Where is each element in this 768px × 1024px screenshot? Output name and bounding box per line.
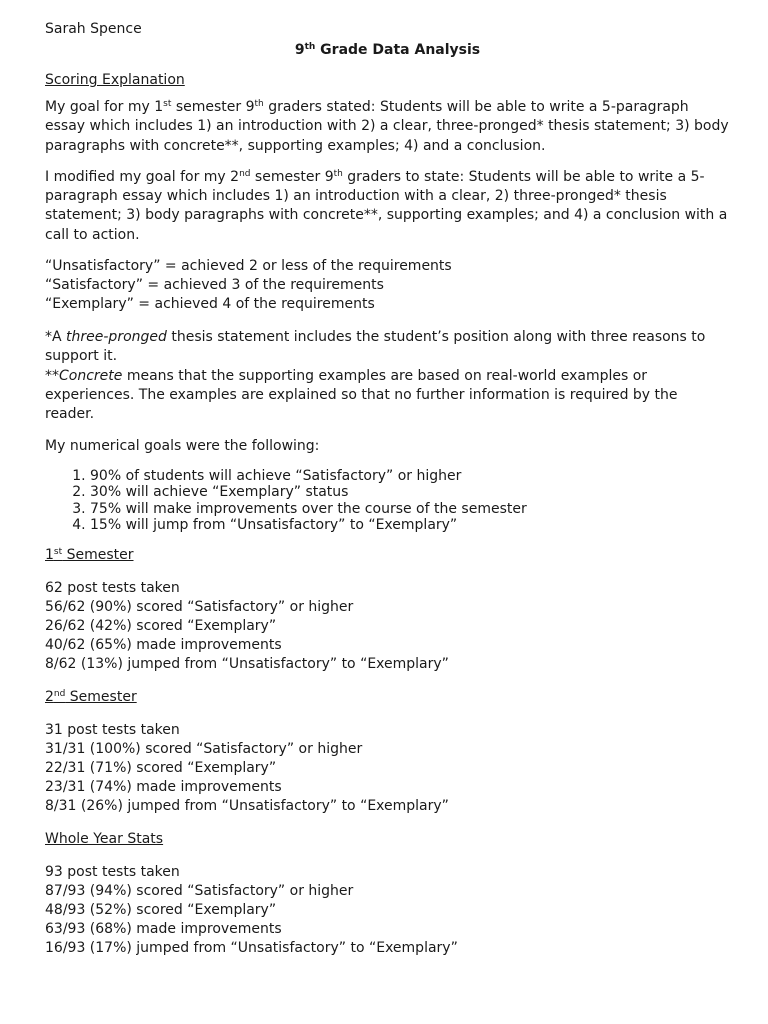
stat-line: 22/31 (71%) scored “Exemplary” <box>45 759 277 776</box>
semester-2-heading: 2nd Semester <box>45 688 137 705</box>
document-page <box>45 20 730 958</box>
scoring-heading: Scoring Explanation <box>45 72 185 88</box>
stat-line: 62 post tests taken <box>45 579 180 596</box>
semester-1-heading: 1st Semester <box>45 546 134 563</box>
footnote-three-pronged: *A three-pronged thesis statement includes the student’s position along with three reasons to support it. <box>45 329 706 365</box>
rating-line: “Exemplary” = achieved 4 of the requirements <box>45 296 375 313</box>
rating-line: “Unsatisfactory” = achieved 2 or less of the requirements <box>45 258 452 275</box>
stat-line: 87/93 (94%) scored “Satisfactory” or higher <box>45 882 354 899</box>
list-item: 3. 75% will make improvements over the course of the semester <box>90 501 730 518</box>
semester-2-stats <box>45 721 730 816</box>
whole-year-stats <box>45 863 730 958</box>
stat-line: 23/31 (74%) made improvements <box>45 778 282 795</box>
numerical-goals-list <box>45 468 730 534</box>
stat-line: 40/62 (65%) made improvements <box>45 636 282 653</box>
rating-line: “Satisfactory” = achieved 3 of the requirements <box>45 277 384 294</box>
stat-line: 48/93 (52%) scored “Exemplary” <box>45 901 277 918</box>
list-item: 4. 15% will jump from “Unsatisfactory” to “Exemplary” <box>90 517 730 534</box>
stat-line: 56/62 (90%) scored “Satisfactory” or higher <box>45 598 354 615</box>
numerical-goals-intro: My numerical goals were the following: <box>45 437 320 454</box>
goal-paragraph-2: I modified my goal for my 2nd semester 9th graders to state: Students will be able to write a 5-paragraph essay which includes 1) an introduction with a clear, 2) three-pronged* thesis statement; 3) body paragraphs with concrete**, supporting examples; and 4) a conclusion with a call to action. <box>45 168 728 243</box>
rating-definitions <box>45 257 730 314</box>
footnote-concrete: **Concrete means that the supporting examples are based on real-world examples or experiences. The examples are explained so that no further information is required by the reader. <box>45 367 678 423</box>
stat-line: 93 post tests taken <box>45 863 180 880</box>
stat-line: 8/62 (13%) jumped from “Unsatisfactory” to “Exemplary” <box>45 655 449 672</box>
goal-paragraph-1: My goal for my 1st semester 9th graders stated: Students will be able to write a 5-paragraph essay which includes 1) an introduction with 2) a clear, three-pronged* thesis statement; 3) body paragraphs with concrete**, supporting examples; 4) and a conclusion. <box>45 99 729 154</box>
semester-1-stats <box>45 579 730 674</box>
author-name: Sarah Spence <box>45 21 142 37</box>
list-item: 1. 90% of students will achieve “Satisfactory” or higher <box>90 468 730 485</box>
whole-year-heading: Whole Year Stats <box>45 830 164 847</box>
stat-line: 31/31 (100%) scored “Satisfactory” or higher <box>45 740 363 757</box>
stat-line: 63/93 (68%) made improvements <box>45 920 282 937</box>
list-item: 2. 30% will achieve “Exemplary” status <box>90 484 730 501</box>
stat-line: 31 post tests taken <box>45 721 180 738</box>
stat-line: 26/62 (42%) scored “Exemplary” <box>45 617 277 634</box>
page-title: 9th Grade Data Analysis <box>294 42 481 58</box>
stat-line: 16/93 (17%) jumped from “Unsatisfactory” to “Exemplary” <box>45 939 458 956</box>
stat-line: 8/31 (26%) jumped from “Unsatisfactory” to “Exemplary” <box>45 797 449 814</box>
